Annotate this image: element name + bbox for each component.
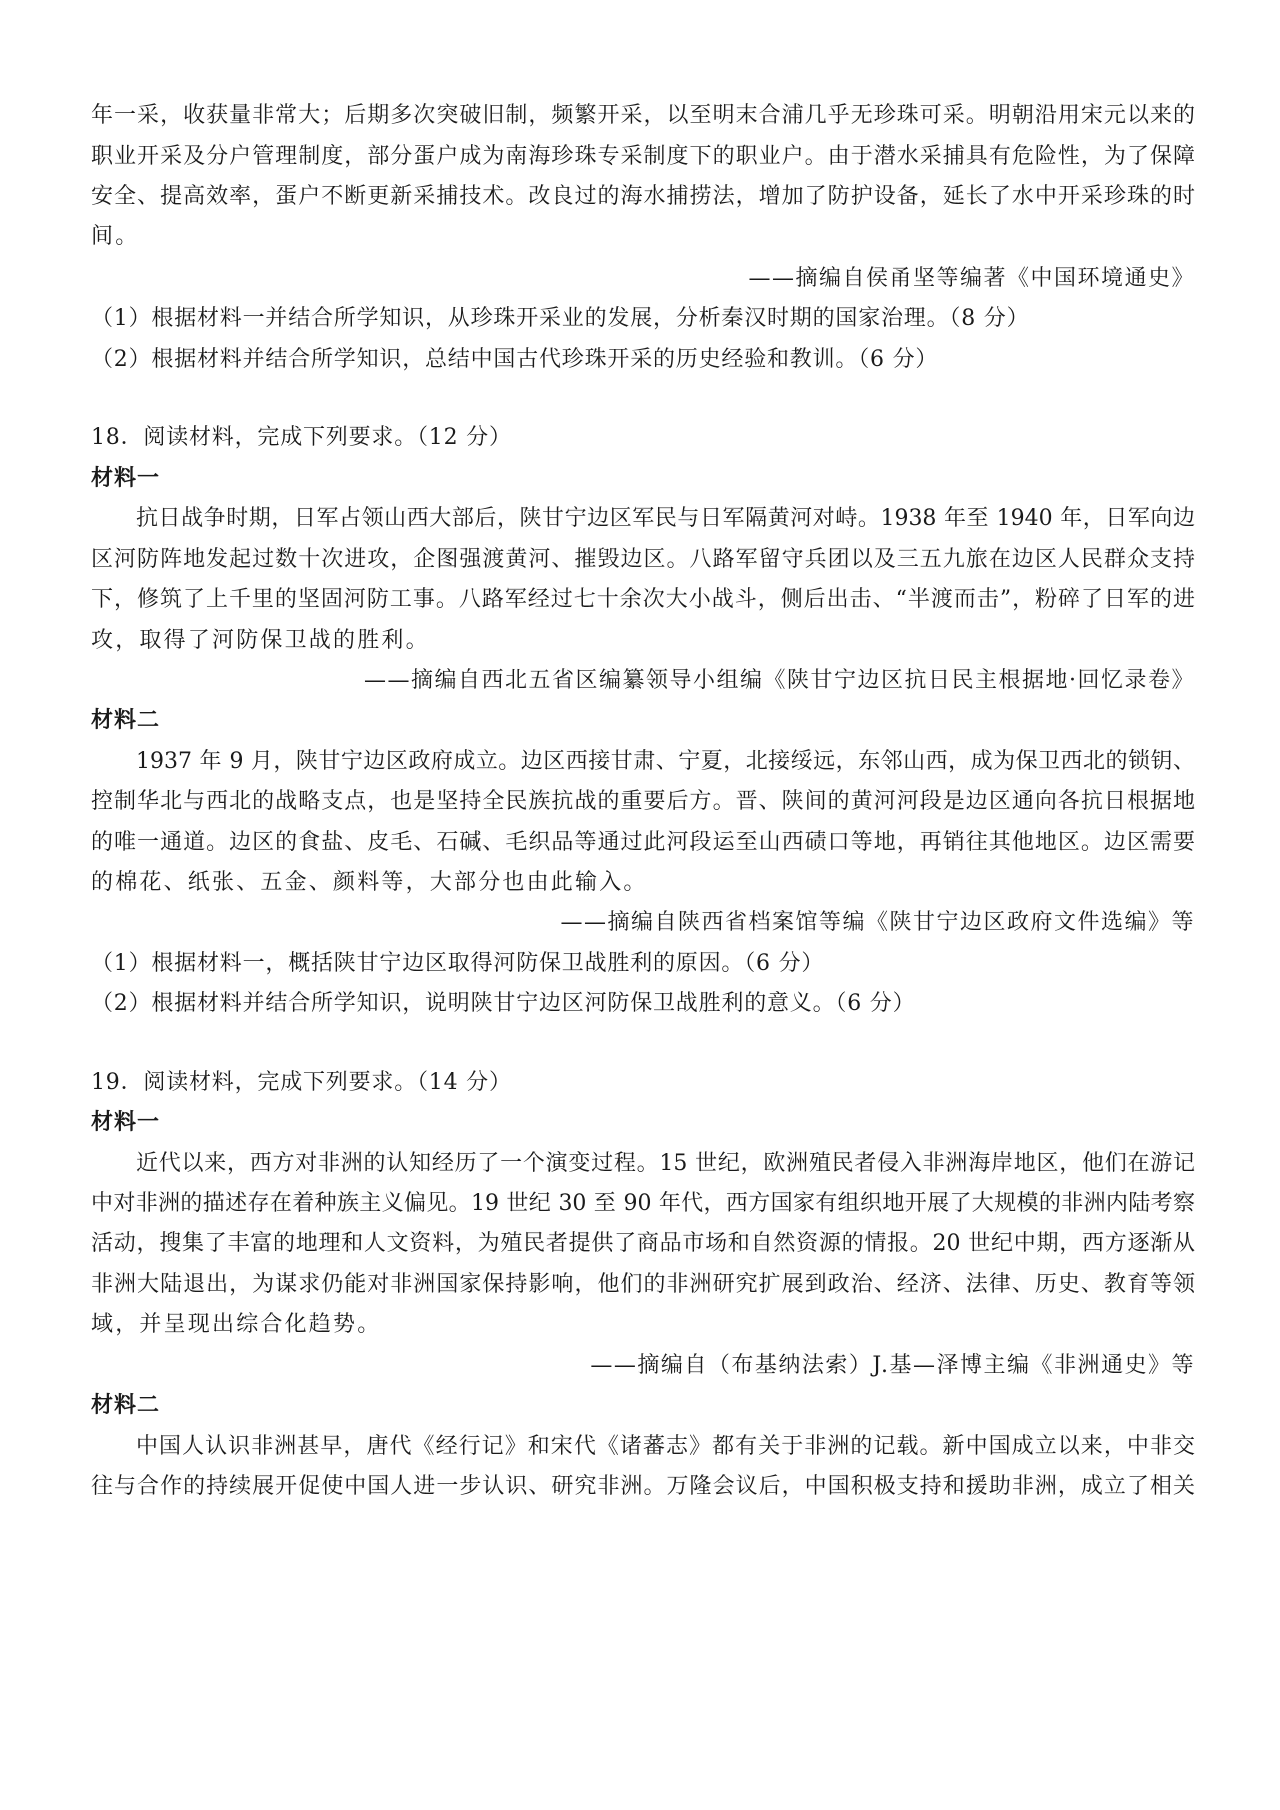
q17-source: ——摘编自侯甬坚等编著《中国环境通史》: [748, 266, 1195, 291]
q19-material1-line: 近代以来，西方对非洲的认知经历了一个演变过程。15 世纪，欧洲殖民者侵入非洲海岸地区，他们在游记: [136, 1151, 1195, 1176]
q18-material1-line: 攻，取得了河防保卫战的胜利。: [91, 628, 430, 653]
q17-material-line: 间。: [91, 224, 140, 249]
q18-material1-line: 区河防阵地发起过数十次进攻，企图强渡黄河、摧毁边区。八路军留守兵团以及三五九旅在边区人民群众支持: [91, 547, 1195, 572]
q19-material2-line: 中国人认识非洲甚早，唐代《经行记》和宋代《诸蕃志》都有关于非洲的记载。新中国成立以来，中非交: [136, 1434, 1195, 1459]
q18-material2-source: ——摘编自陕西省档案馆等编《陕甘宁边区政府文件选编》等: [560, 910, 1195, 935]
q19-material1-line: 中对非洲的描述存在着种族主义偏见。19 世纪 30 至 90 年代，西方国家有组织地开展了大规模的非洲内陆考察: [91, 1191, 1195, 1216]
q18-title: 18．阅读材料，完成下列要求。（12 分）: [91, 425, 512, 450]
q18-material1-heading: 材料一: [91, 466, 161, 491]
q18-material2-line: 1937 年 9 月，陕甘宁边区政府成立。边区西接甘肃、宁夏，北接绥远，东邻山西，成为保卫西北的锁钥、: [136, 749, 1195, 774]
q18-material1-line: 抗日战争时期，日军占领山西大部后，陕甘宁边区军民与日军隔黄河对峙。1938 年至 1940 年，日军向边: [136, 506, 1195, 531]
q19-material1-line: 域，并呈现出综合化趋势。: [91, 1312, 382, 1337]
q19-material1-line: 非洲大陆退出，为谋求仍能对非洲国家保持影响，他们的非洲研究扩展到政治、经济、法律、历史、教育等领: [91, 1272, 1195, 1297]
q18-subquestion-1: （1）根据材料一，概括陕甘宁边区取得河防保卫战胜利的原因。（6 分）: [91, 951, 825, 976]
q18-material1-line: 下，修筑了上千里的坚固河防工事。八路军经过七十余次大小战斗，侧后出击、“半渡而击”，粉碎了日军的进: [91, 587, 1195, 612]
q19-material1-source: ——摘编自（布基纳法索）J.基—泽博主编《非洲通史》等: [590, 1353, 1195, 1378]
q18-subquestion-2: （2）根据材料并结合所学知识，说明陕甘宁边区河防保卫战胜利的意义。（6 分）: [91, 991, 916, 1016]
q18-material1-source: ——摘编自西北五省区编纂领导小组编《陕甘宁边区抗日民主根据地·回忆录卷》: [364, 668, 1195, 693]
q19-material2-heading: 材料二: [91, 1393, 161, 1418]
q17-material-line: 年一采，收获量非常大；后期多次突破旧制，频繁开采，以至明末合浦几乎无珍珠可采。明朝沿用宋元以来的: [91, 103, 1195, 128]
q19-material1-heading: 材料一: [91, 1110, 161, 1135]
q17-subquestion-1: （1）根据材料一并结合所学知识，从珍珠开采业的发展，分析秦汉时期的国家治理。（8 分）: [91, 306, 1030, 331]
q19-material2-line: 往与合作的持续展开促使中国人进一步认识、研究非洲。万隆会议后，中国积极支持和援助非洲，成立了相关: [91, 1474, 1195, 1499]
q18-material2-line: 的唯一通道。边区的食盐、皮毛、石碱、毛织品等通过此河段运至山西碛口等地，再销往其他地区。边区需要: [91, 830, 1195, 855]
q18-material2-heading: 材料二: [91, 708, 161, 733]
q18-material2-line: 的棉花、纸张、五金、颜料等，大部分也由此输入。: [91, 870, 648, 895]
q17-material-line: 职业开采及分户管理制度，部分蛋户成为南海珍珠专采制度下的职业户。由于潜水采捕具有危险性，为了保障: [91, 144, 1195, 169]
q17-subquestion-2: （2）根据材料并结合所学知识，总结中国古代珍珠开采的历史经验和教训。（6 分）: [91, 347, 939, 372]
q18-material2-line: 控制华北与西北的战略支点，也是坚持全民族抗战的重要后方。晋、陕间的黄河河段是边区通向各抗日根据地: [91, 789, 1195, 814]
q17-material-line: 安全、提高效率，蛋户不断更新采捕技术。改良过的海水捕捞法，增加了防护设备，延长了水中开采珍珠的时: [91, 184, 1195, 209]
q19-title: 19．阅读材料，完成下列要求。（14 分）: [91, 1070, 512, 1095]
q19-material1-line: 活动，搜集了丰富的地理和人文资料，为殖民者提供了商品市场和自然资源的情报。20 世纪中期，西方逐渐从: [91, 1231, 1195, 1256]
